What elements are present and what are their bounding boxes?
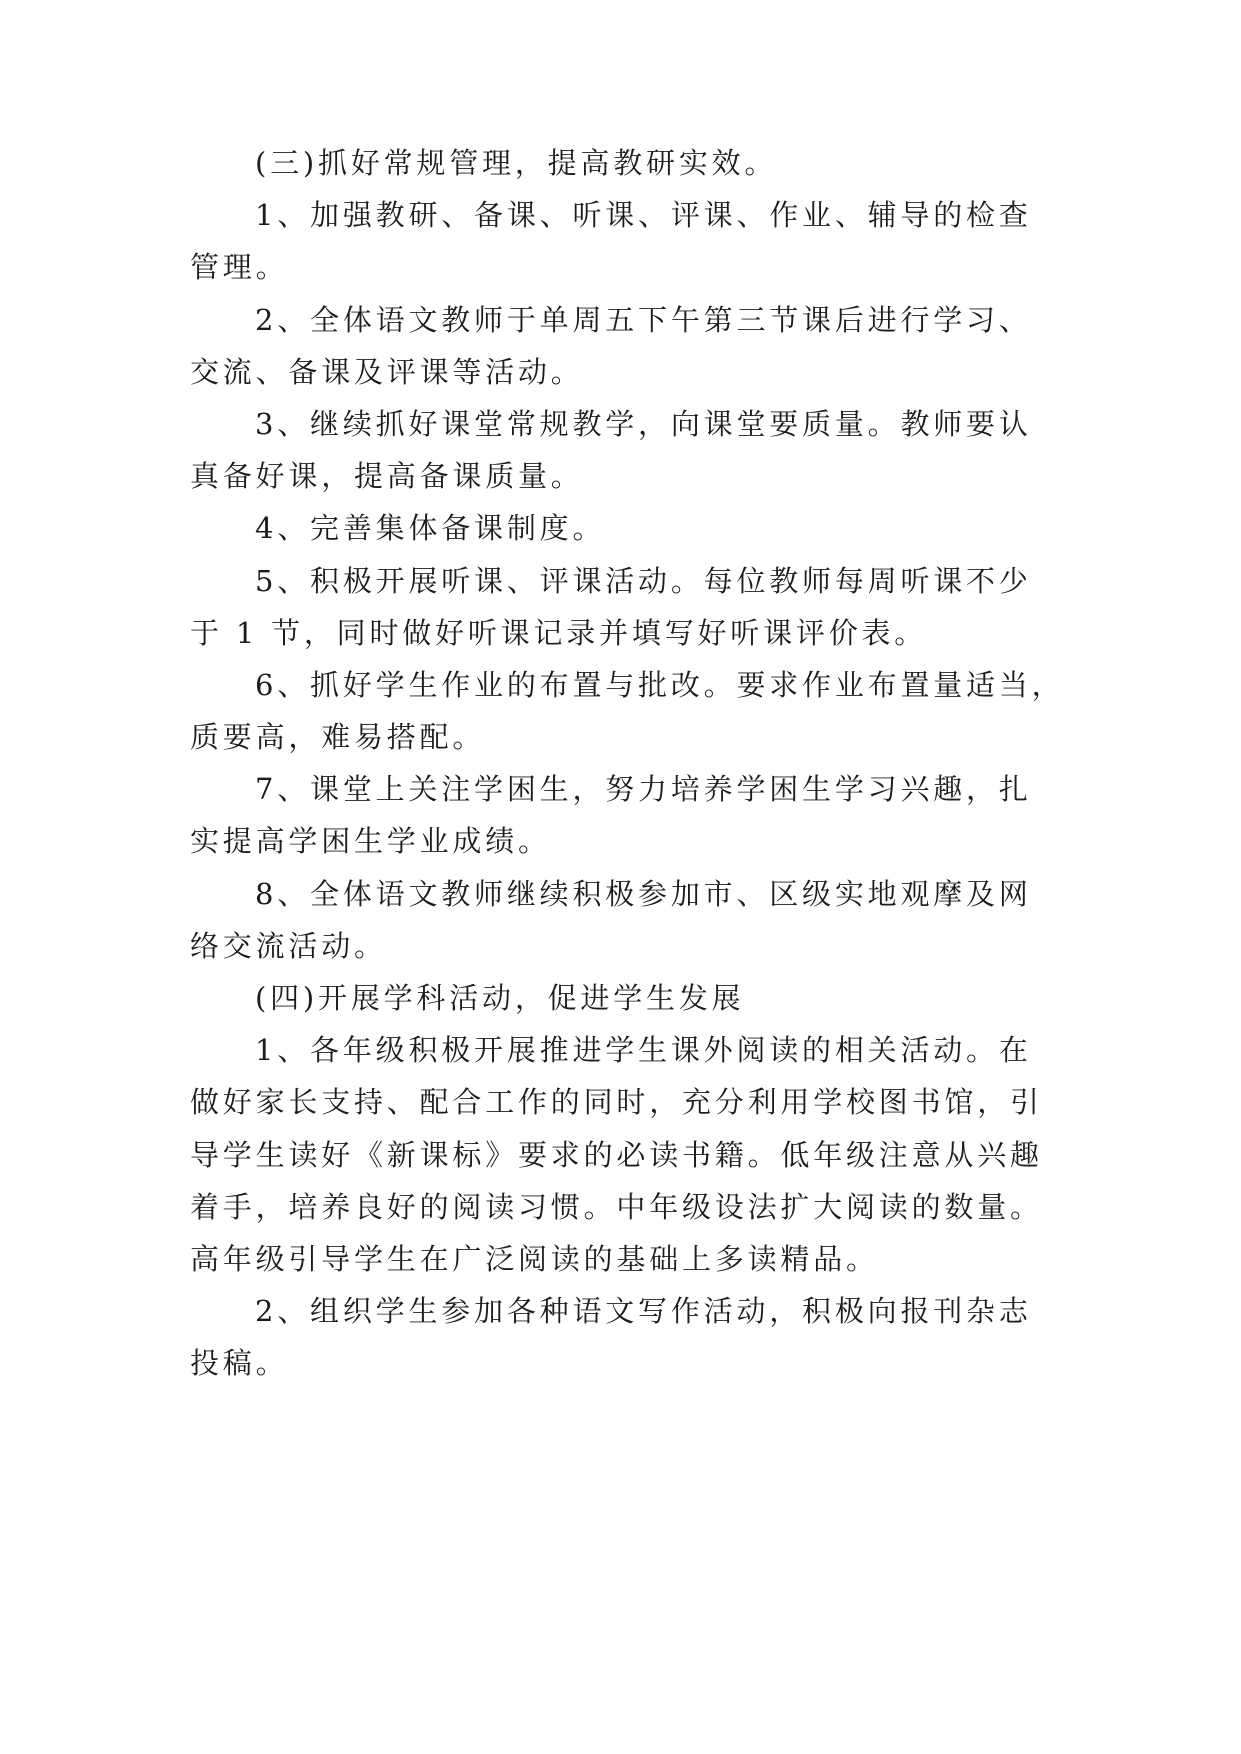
paragraph-item-3 [190,398,1090,502]
section-heading-4 [190,972,1090,1024]
paragraph-item-4 [190,502,1090,554]
paragraph-line: 8、全体语文教师继续积极参加市、区级实地观摩及网 [255,876,1032,911]
paragraph-line: 1、加强教研、备课、听课、评课、作业、辅导的检查 [255,198,1032,233]
paragraph-line: 做好家长支持、配合工作的同时，充分利用学校图书馆，引 [190,1085,1043,1120]
paragraph-line: 高年级引导学生在广泛阅读的基础上多读精品。 [190,1241,879,1276]
paragraph-item-6 [190,659,1090,763]
paragraph-line: 于 1 节，同时做好听课记录并填写好听课评价表。 [190,615,928,650]
paragraph-line: 5、积极开展听课、评课活动。每位教师每周听课不少 [255,563,1032,598]
document-body [190,137,1090,1390]
paragraph-line: 7、课堂上关注学困生，努力培养学困生学习兴趣，扎 [255,772,1032,807]
paragraph-line: 实提高学困生学业成绩。 [190,824,551,859]
paragraph-line: 管理。 [190,250,289,285]
paragraph-line: 导学生读好《新课标》要求的必读书籍。低年级注意从兴趣 [190,1137,1043,1172]
paragraph-item-2 [190,294,1090,398]
paragraph-line: 着手，培养良好的阅读习惯。中年级设法扩大阅读的数量。 [190,1189,1043,1224]
paragraph-line: 3、继续抓好课堂常规教学，向课堂要质量。教师要认 [255,406,1032,441]
paragraph-line: 2、组织学生参加各种语文写作活动，积极向报刊杂志 [255,1294,1032,1329]
paragraph-item-4-2 [190,1285,1090,1389]
paragraph-line: 2、全体语文教师于单周五下午第三节课后进行学习、 [255,302,1032,337]
paragraph-line: 络交流活动。 [190,928,387,963]
heading-line: (四)开展学科活动，促进学生发展 [255,981,745,1015]
paragraph-line: 投稿。 [190,1346,289,1381]
paragraph-line: 质要高，难易搭配。 [190,720,486,755]
paragraph-line: 真备好课，提高备课质量。 [190,459,584,494]
paragraph-item-5 [190,555,1090,659]
section-heading-3 [190,137,1090,189]
paragraph-line: 1、各年级积极开展推进学生课外阅读的相关活动。在 [255,1033,1032,1068]
paragraph-line: 6、抓好学生作业的布置与批改。要求作业布置量适当， [255,667,1065,702]
paragraph-item-1 [190,189,1090,293]
paragraph-item-4-1 [190,1024,1090,1285]
paragraph-line: 4、完善集体备课制度。 [255,511,606,546]
paragraph-item-7 [190,763,1090,867]
heading-line: (三)抓好常规管理，提高教研实效。 [255,146,778,180]
paragraph-item-8 [190,868,1090,972]
paragraph-line: 交流、备课及评课等活动。 [190,354,584,389]
